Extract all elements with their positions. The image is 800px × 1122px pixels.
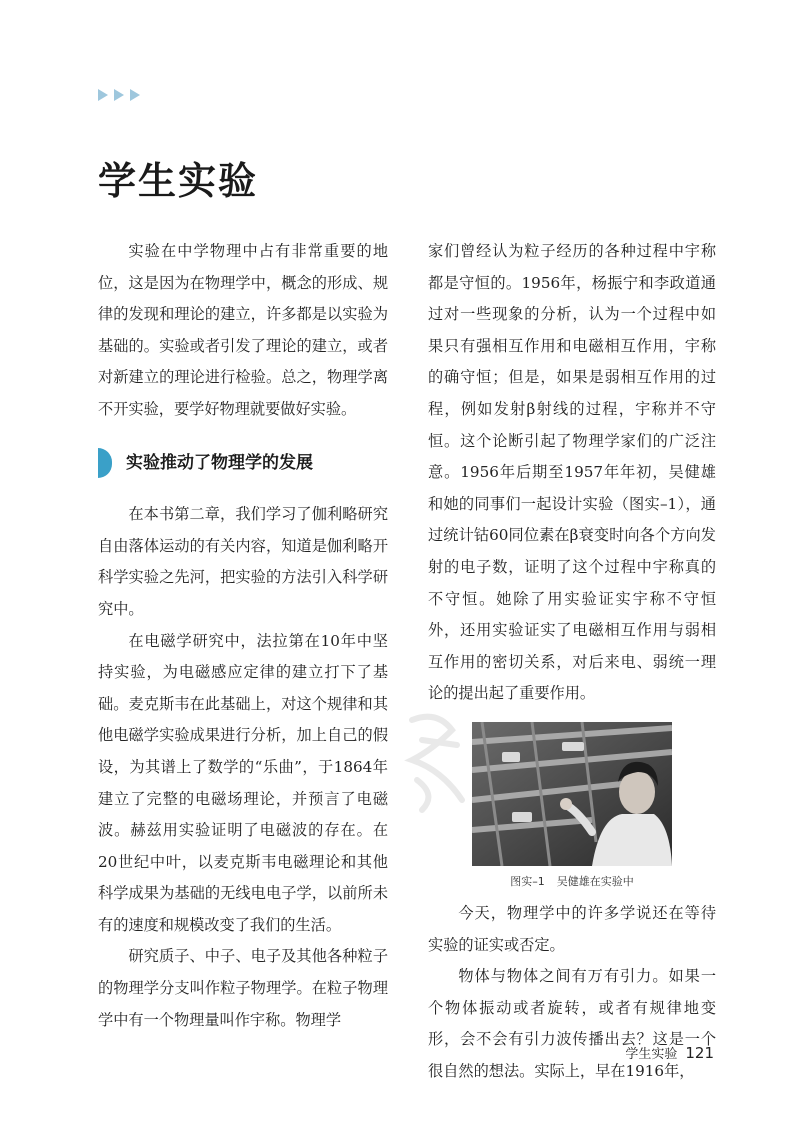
- section-marker-icon: [98, 448, 112, 478]
- page-title: 学生实验: [98, 159, 259, 203]
- paragraph: 在本书第二章，我们学习了伽利略研究自由落体运动的有关内容，知道是伽利略开科学实验之先河，把实验的方法引入科学研究中。: [98, 505, 388, 618]
- section-title: 实验推动了物理学的发展: [126, 452, 313, 473]
- figure-label: 图实–1: [510, 874, 545, 888]
- photo-wu-chien-shiung: [472, 722, 672, 866]
- paragraph: 研究质子、中子、电子及其他各种粒子的物理学分支叫作粒子物理学。在粒子物理学中有一个物理量叫作宇称。物理学: [98, 947, 388, 1029]
- arrow-icon: [130, 89, 140, 101]
- figure-caption-text: 吴健雄在实验中: [556, 874, 634, 888]
- watermark-mark: [392, 700, 482, 820]
- footer-section: 学生实验: [625, 1047, 678, 1062]
- figure-caption: [428, 872, 716, 892]
- paragraph: 实验在中学物理中占有非常重要的地位，这是因为在物理学中，概念的形成、规律的发现和理论的建立，许多都是以实验为基础的。实验或者引发了理论的建立，或者对新建立的理论进行检验。总之，物理学离不开实验，要学好物理就要做好实验。: [98, 242, 388, 418]
- section-heading: [98, 448, 388, 480]
- paragraph: 在电磁学研究中，法拉第在10年中坚持实验，为电磁感应定律的建立打下了基础。麦克斯韦在此基础上，对这个规律和其他电磁学实验成果进行分析，加上自己的假设，为其谱上了数学的“乐曲”，于1864年建立了完整的电磁场理论，并预言了电磁波。赫兹用实验证明了电磁波的存在。在 20世纪中叶，以麦克斯韦电磁理论和其他科学成果为基础的无线电电子学，以前所未有的速度和规模改变了我们的生活。: [98, 631, 388, 934]
- page-footer: [625, 1043, 714, 1062]
- left-column: [98, 236, 388, 1036]
- page-number: 121: [685, 1044, 714, 1062]
- paragraph: 今天，物理学中的许多学说还在等待实验的证实或否定。: [428, 903, 716, 954]
- paragraph: 物体与物体之间有万有引力。如果一个物体振动或者旋转，或者有规律地变形，会不会有引力波传播出去？这是一个很自然的想法。实际上，早在1916年，: [428, 967, 716, 1080]
- paragraph: 家们曾经认为粒子经历的各种过程中宇称都是守恒的。1956年，杨振宁和李政道通过对一些现象的分析，认为一个过程中如果只有强相互作用和电磁相互作用，宇称的确守恒；但是，如果是弱相互作用的过程，例如发射β射线的过程，宇称并不守恒。这个论断引起了物理学家们的广泛注意。1956年后期至1957年年初，吴健雄和她的同事们一起设计实验（图实–1），通过统计钴60同位素在β衰变时向各个方向发射的电子数，证明了这个过程中宇称真的不守恒。她除了用实验证实宇称不守恒外，还用实验证实了电磁相互作用与弱相互作用的密切关系，对后来电、弱统一理论的提出起了重要作用。: [428, 242, 716, 703]
- header-arrows: [98, 89, 140, 101]
- right-column: [428, 236, 716, 1087]
- arrow-icon: [114, 89, 124, 101]
- arrow-icon: [98, 89, 108, 101]
